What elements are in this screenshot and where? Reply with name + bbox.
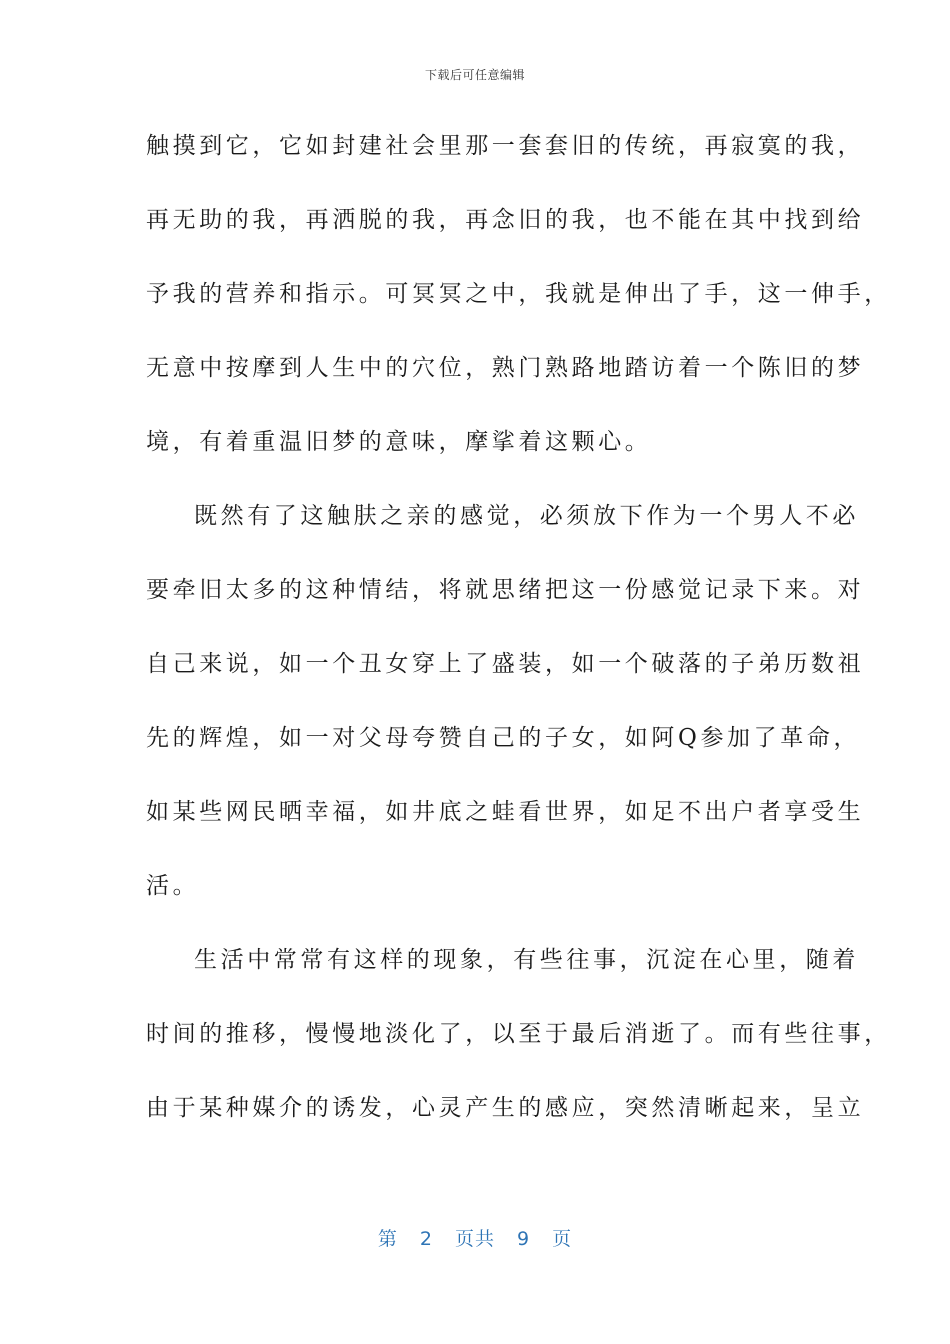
text-line: 活。 bbox=[146, 873, 200, 899]
text-line: 生活中常常有这样的现象，有些往事，沉淀在心里，随着 bbox=[194, 947, 859, 973]
paragraph-1 bbox=[146, 116, 891, 486]
text-line: 境，有着重温旧梦的意味，摩挲着这颗心。 bbox=[146, 429, 652, 455]
page-header: 下载后可任意编辑 bbox=[424, 68, 525, 82]
footer-suffix: 页 bbox=[552, 1228, 573, 1250]
text-line: 时间的推移，慢慢地淡化了，以至于最后消逝了。而有些往事， bbox=[146, 1021, 891, 1047]
text-line: 先的辉煌，如一对父母夸赞自己的子女，如阿Q参加了革命， bbox=[146, 725, 861, 751]
page-footer bbox=[0, 1224, 950, 1251]
text-line: 自己来说，如一个丑女穿上了盛装，如一个破落的子弟历数祖 bbox=[146, 651, 865, 677]
text-line: 触摸到它，它如封建社会里那一套套旧的传统，再寂寞的我， bbox=[146, 133, 865, 159]
footer-prefix: 第 bbox=[377, 1228, 398, 1250]
footer-middle: 页共 bbox=[454, 1228, 495, 1250]
text-line: 如某些网民晒幸福，如井底之蛙看世界，如足不出户者享受生 bbox=[146, 799, 865, 825]
paragraph-2 bbox=[146, 486, 865, 930]
footer-total-pages: 9 bbox=[517, 1228, 531, 1250]
text-line: 无意中按摩到人生中的穴位，熟门熟路地踏访着一个陈旧的梦 bbox=[146, 355, 865, 381]
text-line: 予我的营养和指示。可冥冥之中，我就是伸出了手，这一伸手， bbox=[146, 281, 891, 307]
text-line: 既然有了这触肤之亲的感觉，必须放下作为一个男人不必 bbox=[194, 503, 859, 529]
text-line: 要牵旧太多的这种情结，将就思绪把这一份感觉记录下来。对 bbox=[146, 577, 865, 603]
text-line: 再无助的我，再洒脱的我，再念旧的我，也不能在其中找到给 bbox=[146, 207, 865, 233]
text-line: 由于某种媒介的诱发，心灵产生的感应，突然清晰起来，呈立 bbox=[146, 1095, 865, 1121]
paragraph-3 bbox=[146, 930, 891, 1152]
footer-current-page: 2 bbox=[419, 1228, 433, 1250]
document-body bbox=[146, 116, 891, 1152]
